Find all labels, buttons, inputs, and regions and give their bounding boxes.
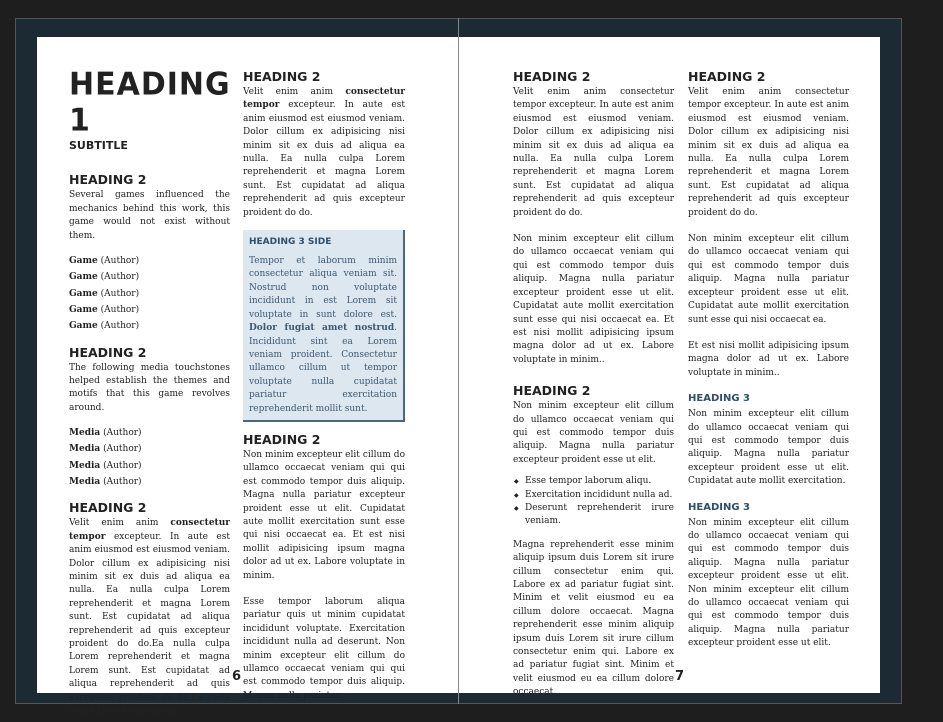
subtitle: SUBTITLE <box>69 139 128 152</box>
list-item: Media (Author) <box>69 477 142 488</box>
left-column-2 <box>243 69 405 703</box>
left-page <box>37 37 458 717</box>
sidebar-box <box>243 230 405 422</box>
page-number: 7 <box>675 669 685 684</box>
heading-2: HEADING 2 <box>69 500 147 516</box>
heading-2: HEADING 2 <box>688 69 766 84</box>
paragraph: Velit enim anim consectetur tempor excepteur. In aute est anim eiusmod est eiusmod veniam. Dolor cillum ex adipisicing nisi minim sit ex duis ad aliqua ea nulla. Ea nulla culpa Lorem reprehenderit et magna Lorem sunt. Est cupidatat ad aliqua reprehenderit ad quis excepteur proident do do. <box>243 87 405 218</box>
heading-2: HEADING 2 <box>243 431 321 447</box>
right-column-1 <box>513 69 674 700</box>
paragraph: Non minim excepteur elit cillum do ullamco occaecat veniam qui qui est commodo tempor duis aliquip. Magna nulla pariatur excepteur proident esse ut elit. Cupidatat aute mollit exercitation sunt esse qui nisi occaecat ea. Et est nisi mollit adipisicing ipsum magna dolor ad ut ex. Labore voluptate in minim. <box>243 449 405 581</box>
page-number: 6 <box>232 669 242 684</box>
list-item: Game (Author) <box>69 256 140 267</box>
heading-2: HEADING 2 <box>513 69 591 84</box>
list-item: Game (Author) <box>69 321 140 332</box>
paragraph: Velit enim anim consectetur tempor excepteur. In aute est anim eiusmod est eiusmod veniam. Dolor cillum ex adipisicing nisi minim sit ex duis ad aliqua ea nulla. Ea nulla culpa Lorem reprehenderit et magna Lorem sunt. Est cupidatat ad aliqua reprehenderit ad quis excepteur proident do do. <box>513 87 674 218</box>
heading-2: HEADING 2 <box>69 344 147 360</box>
bullet-item: ◆ Exercitation incididunt nulla ad. <box>525 489 674 502</box>
paragraph: Non minim excepteur elit cillum do ullamco occaecat veniam qui qui est commodo tempor duis aliquip. Magna nulla pariatur excepteur proident esse ut elit. Cupidatat aute mollit exercitation. <box>688 409 849 487</box>
heading-2: HEADING 2 <box>69 172 147 188</box>
heading-2: HEADING 2 <box>513 383 591 399</box>
media-list <box>69 425 230 490</box>
paragraph: The following media touchstones helped establish the themes and motifs that this game revolves around. <box>69 362 230 413</box>
games-list <box>69 253 230 334</box>
paragraph: Magna reprehenderit esse minim aliquip ipsum duis Lorem sit irure cillum consectetur enim qui. Labore ex ad pariatur fugiat sint. Minim et velit eiusmod eu ea cillum dolore occaecat. Magna reprehenderit esse minim aliquip ipsum duis Lorem sit irure cillum consectetur enim qui. Labore ex ad pariatur fugiat sint. Minim et velit eiusmod eu ea cillum dolore occaecat. <box>513 539 674 698</box>
left-column-1 <box>69 66 231 718</box>
list-item: Media (Author) <box>69 428 142 439</box>
paragraph: Esse tempor laborum aliqua pariatur quis ut minim cupidatat incididunt voluptate. Exercitation incididunt nulla ad deserunt. Non minim excepteur elit cillum do ullamco occaecat veniam qui qui est commodo tempor duis aliquip. Magna nulla pariatur. <box>243 597 405 701</box>
paragraph: Et est nisi mollit adipisicing ipsum magna dolor ad ut ex. Labore voluptate in minim.. <box>688 340 849 378</box>
list-item: Media (Author) <box>69 460 142 471</box>
sidebar-text: Tempor et laborum minim consectetur aliqua veniam sit. Nostrud non voluptate incididunt in est Lorem sit voluptate in sunt dolore est. Dolor fugiat amet nostrud. Incididunt sint ea Lorem veniam proident. Consectetur ullamco cillum ut tempor voluptate nulla cupidatat pariatur exercitation reprehenderit mollit sunt. <box>249 256 397 414</box>
paragraph: Several games influenced the mechanics behind this work, this game would not exist without them. <box>69 190 230 241</box>
bullet-list <box>513 475 674 529</box>
list-item: Game (Author) <box>69 304 140 315</box>
sidebar-heading: HEADING 3 SIDE <box>249 237 332 248</box>
page-gutter <box>458 18 459 704</box>
right-column-2 <box>688 69 849 651</box>
paragraph: Non minim excepteur elit cillum do ullamco occaecat veniam qui qui est commodo tempor duis aliquip. Magna nulla pariatur excepteur proident esse ut elit. <box>513 401 674 465</box>
list-item: Game (Author) <box>69 288 140 299</box>
heading-2: HEADING 2 <box>243 69 321 84</box>
heading-3: HEADING 3 <box>688 501 750 513</box>
paragraph: Non minim excepteur elit cillum do ullamco occaecat veniam qui qui est commodo tempor duis aliquip. Magna nulla pariatur excepteur proident esse ut elit. Cupidatat aute mollit exercitation sunt esse qui nisi occaecat ea. <box>688 234 849 325</box>
heading-1: HEADING 1 <box>69 66 231 139</box>
paragraph: Velit enim anim consectetur tempor excepteur. In aute est anim eiusmod est eiusmod veniam. Dolor cillum ex adipisicing nisi minim sit ex duis ad aliqua ea nulla. Ea nulla culpa Lorem reprehenderit et magna Lorem sunt. Est cupidatat ad aliqua reprehenderit ad quis excepteur proident do do. <box>688 87 849 218</box>
paragraph: Non minim excepteur elit cillum do ullamco occaecat veniam qui qui est commodo tempor duis aliquip. Magna nulla pariatur excepteur proident esse ut elit. Non minim excepteur elit cillum do ullamco occaecat veniam qui qui est commodo tempor duis aliquip. Magna nulla pariatur excepteur proident esse ut elit. <box>688 517 849 649</box>
paragraph: Velit enim anim consectetur tempor excepteur. In aute est anim eiusmod est eiusmod veniam. Dolor cillum ex adipisicing nisi minim sit ex duis ad aliqua ea nulla. Ea nulla culpa Lorem reprehenderit et magna Lorem sunt. Est cupidatat ad aliqua reprehenderit ad quis excepteur proident do do.Ea nulla culpa Lorem reprehenderit et magna Lorem sunt. Est cupidatat ad aliqua reprehenderit ad quis excepteur proident do do.Ea nulla culpa Lorem reprehend.. <box>69 518 230 717</box>
heading-3: HEADING 3 <box>688 393 750 405</box>
list-item: Game (Author) <box>69 272 140 283</box>
paragraph: Non minim excepteur elit cillum do ullamco occaecat veniam qui qui est commodo tempor duis aliquip. Magna nulla pariatur excepteur proident esse ut elit. Cupidatat aute mollit exercitation sunt esse qui nisi occaecat ea. Et est nisi mollit adipisicing ipsum magna dolor ad ut ex. Labore voluptate in minim.. <box>513 234 674 365</box>
list-item: Media (Author) <box>69 444 142 455</box>
bullet-item: ◆ Deserunt reprehenderit irure veniam. <box>525 502 674 529</box>
right-page <box>459 37 880 698</box>
bullet-item: ◆ Esse tempor laborum aliqu. <box>525 475 674 488</box>
